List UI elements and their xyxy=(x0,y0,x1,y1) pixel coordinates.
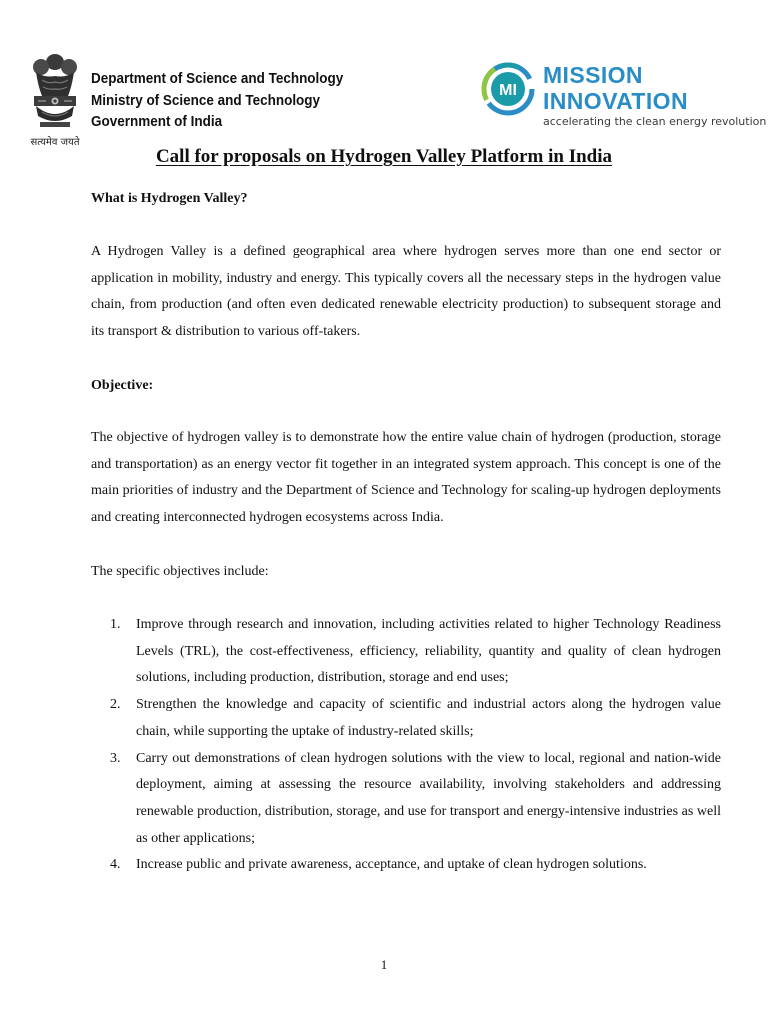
ministry-name: Ministry of Science and Technology xyxy=(91,92,321,109)
mi-monogram: MI xyxy=(499,82,517,99)
list-item-number: 4. xyxy=(110,857,121,873)
innovation-word: INNOVATION xyxy=(543,88,688,114)
mission-word: MISSION xyxy=(543,62,643,88)
list-item-text: Improve through research and innovation, including activities related to higher Technology Readiness Levels (TRL), the cost-effectiveness, efficiency, reliability, quantity and quality of clean hydrogen solutions, including production, distribution, storage and end uses; xyxy=(136,617,721,686)
mission-tagline: accelerating the clean energy revolution xyxy=(543,115,767,128)
document-title: Call for proposals on Hydrogen Valley Platform in India xyxy=(155,146,613,167)
section-heading-objective: Objective: xyxy=(91,378,154,393)
section-heading-what-is-hydrogen-valley: What is Hydrogen Valley? xyxy=(91,191,248,206)
list-item xyxy=(110,746,721,853)
list-item xyxy=(110,692,721,745)
list-item-text: Carry out demonstrations of clean hydrogen solutions with the view to local, regional and nation-wide deployment, aiming at assessing the resource availability, involving stakeholders and addressing renewable production, distribution, storage, and use for transport and energy-intensive industries as well as other applications; xyxy=(136,750,721,846)
objective-paragraph: The objective of hydrogen valley is to demonstrate how the entire value chain of hydrogen (production, storage and transportation) as an energy vector fit together in an integrated system approach. This concept is one of the main priorities of industry and the Department of Science and Technology for scaling-up hydrogen deployments and creating interconnected hydrogen ecosystems across India. xyxy=(91,430,721,526)
emblem-motto: सत्यमेव जयते xyxy=(30,137,80,148)
department-name: Department of Science and Technology xyxy=(91,71,344,87)
hydrogen-valley-definition-paragraph: A Hydrogen Valley is a defined geographical area where hydrogen serves more than one end sector or application in mobility, industry and energy. This typically covers all the necessary steps in the hydrogen value chain, from production (and often even dedicated renewable electricity production) to subsequent storage and its transport & distribution to various off-takers. xyxy=(91,244,721,340)
list-item-number: 3. xyxy=(110,750,121,766)
page-number: 1 xyxy=(380,957,388,972)
specific-objectives-intro: The specific objectives include: xyxy=(91,564,269,579)
specific-objectives-list xyxy=(110,612,721,879)
list-item-number: 2. xyxy=(110,697,121,713)
lion-capital-icon xyxy=(28,52,82,132)
mission-innovation-logo xyxy=(481,60,767,132)
department-heading xyxy=(91,69,343,134)
mission-innovation-emblem-icon xyxy=(481,62,535,116)
list-item-number: 1. xyxy=(110,617,121,632)
list-item-text: Increase public and private awareness, acceptance, and uptake of clean hydrogen solutions. xyxy=(136,857,647,873)
list-item xyxy=(110,612,721,692)
government-name: Government of India xyxy=(91,114,223,130)
list-item-text: Strengthen the knowledge and capacity of scientific and industrial actors along the hydrogen value chain, while supporting the uptake of industry-related skills; xyxy=(136,697,721,739)
list-item xyxy=(110,852,721,879)
national-emblem xyxy=(22,52,86,148)
